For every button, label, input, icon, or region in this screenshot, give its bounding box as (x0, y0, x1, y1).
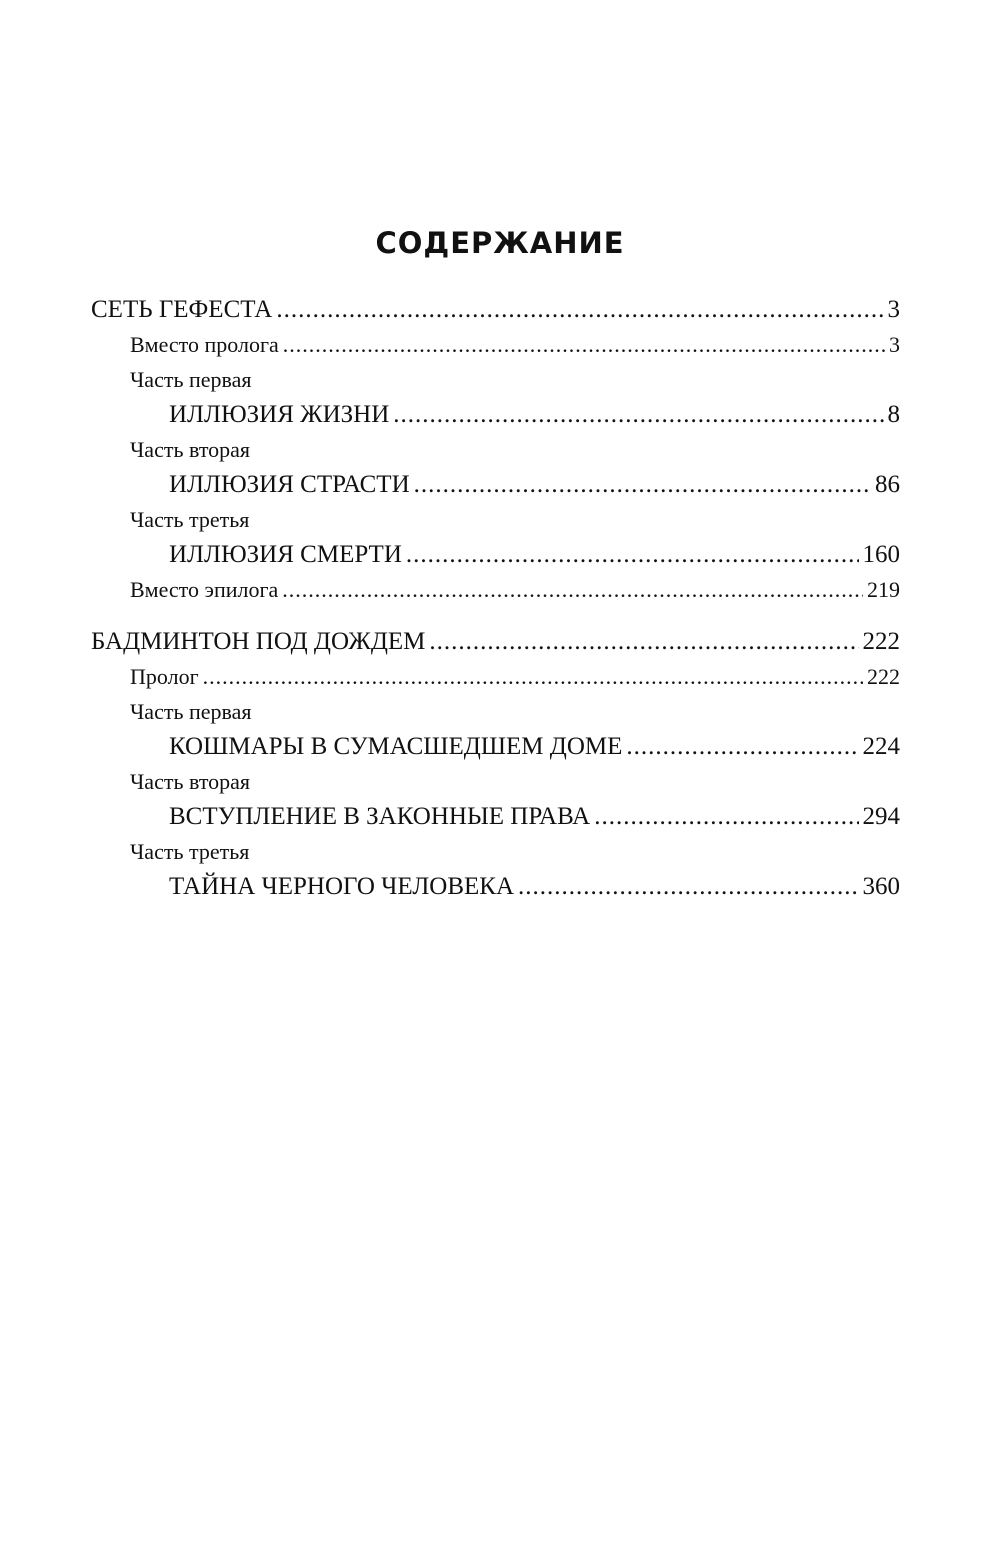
toc-part-label-book1-part3 (91, 502, 900, 537)
page-title: СОДЕРЖАНИЕ (375, 226, 625, 260)
toc-entry-book1-part1[interactable] (91, 397, 900, 432)
toc-page-number: 219 (867, 577, 900, 602)
toc-page-number: 222 (867, 664, 900, 689)
toc-entry-title: ИЛЛЮЗИЯ ЖИЗНИ (169, 401, 390, 428)
toc-part-label: Часть первая (130, 367, 252, 392)
toc-entry-book1-part2[interactable] (91, 467, 900, 502)
toc-entry-book1-prologue[interactable] (91, 327, 900, 362)
dot-leader (283, 327, 885, 362)
dot-leader (406, 537, 859, 572)
toc-part-label: Часть третья (130, 507, 250, 532)
toc-entry-title: Пролог (130, 664, 199, 689)
toc-page-number: 222 (862, 628, 900, 655)
toc-entry-book1-epilogue[interactable] (91, 572, 900, 607)
toc-entry-book1[interactable] (91, 292, 900, 327)
toc-entry-book2-part1[interactable] (91, 729, 900, 764)
toc-entry-book2[interactable] (91, 624, 900, 659)
dot-leader (518, 869, 858, 904)
toc-part-label: Часть первая (130, 699, 252, 724)
dot-leader (282, 572, 863, 607)
toc-page-number: 360 (862, 873, 900, 900)
toc-entry-book2-part3[interactable] (91, 869, 900, 904)
toc-page-number: 3 (887, 296, 900, 323)
toc-entry-book2-part2[interactable] (91, 799, 900, 834)
dot-leader (626, 729, 858, 764)
toc-page-number: 160 (862, 541, 900, 568)
toc-page-number: 3 (889, 332, 900, 357)
toc-entry-title: ВСТУПЛЕНИЕ В ЗАКОННЫЕ ПРАВА (169, 803, 591, 830)
toc-entry-title: ТАЙНА ЧЕРНОГО ЧЕЛОВЕКА (169, 873, 515, 900)
toc-entry-title: СЕТЬ ГЕФЕСТА (91, 296, 273, 323)
toc-entry-title: КОШМАРЫ В СУМАСШЕДШЕМ ДОМЕ (169, 733, 623, 760)
toc-entry-title: ИЛЛЮЗИЯ СМЕРТИ (169, 541, 402, 568)
toc-part-label-book2-part3 (91, 834, 900, 869)
toc-entry-title: Вместо пролога (130, 332, 279, 357)
dot-leader (594, 799, 858, 834)
toc-part-label-book2-part2 (91, 764, 900, 799)
toc-part-label-book2-part1 (91, 694, 900, 729)
toc-page-number: 224 (862, 733, 900, 760)
dot-leader (429, 624, 858, 659)
toc-entry-title: БАДМИНТОН ПОД ДОЖДЕМ (91, 628, 426, 655)
table-of-contents (91, 292, 900, 904)
dot-leader (393, 397, 883, 432)
toc-part-label-book1-part2 (91, 432, 900, 467)
dot-leader (203, 659, 863, 694)
toc-entry-book1-part3[interactable] (91, 537, 900, 572)
toc-entry-book2-prologue[interactable] (91, 659, 900, 694)
toc-page-number: 8 (887, 401, 900, 428)
dot-leader (276, 292, 883, 327)
toc-part-label-book1-part1 (91, 362, 900, 397)
dot-leader (414, 467, 871, 502)
toc-entry-title: Вместо эпилога (130, 577, 279, 602)
toc-part-label: Часть вторая (130, 437, 251, 462)
toc-page-number: 294 (862, 803, 900, 830)
toc-entry-title: ИЛЛЮЗИЯ СТРАСТИ (169, 471, 410, 498)
toc-part-label: Часть вторая (130, 769, 251, 794)
toc-part-label: Часть третья (130, 839, 250, 864)
toc-page-number: 86 (875, 471, 900, 498)
